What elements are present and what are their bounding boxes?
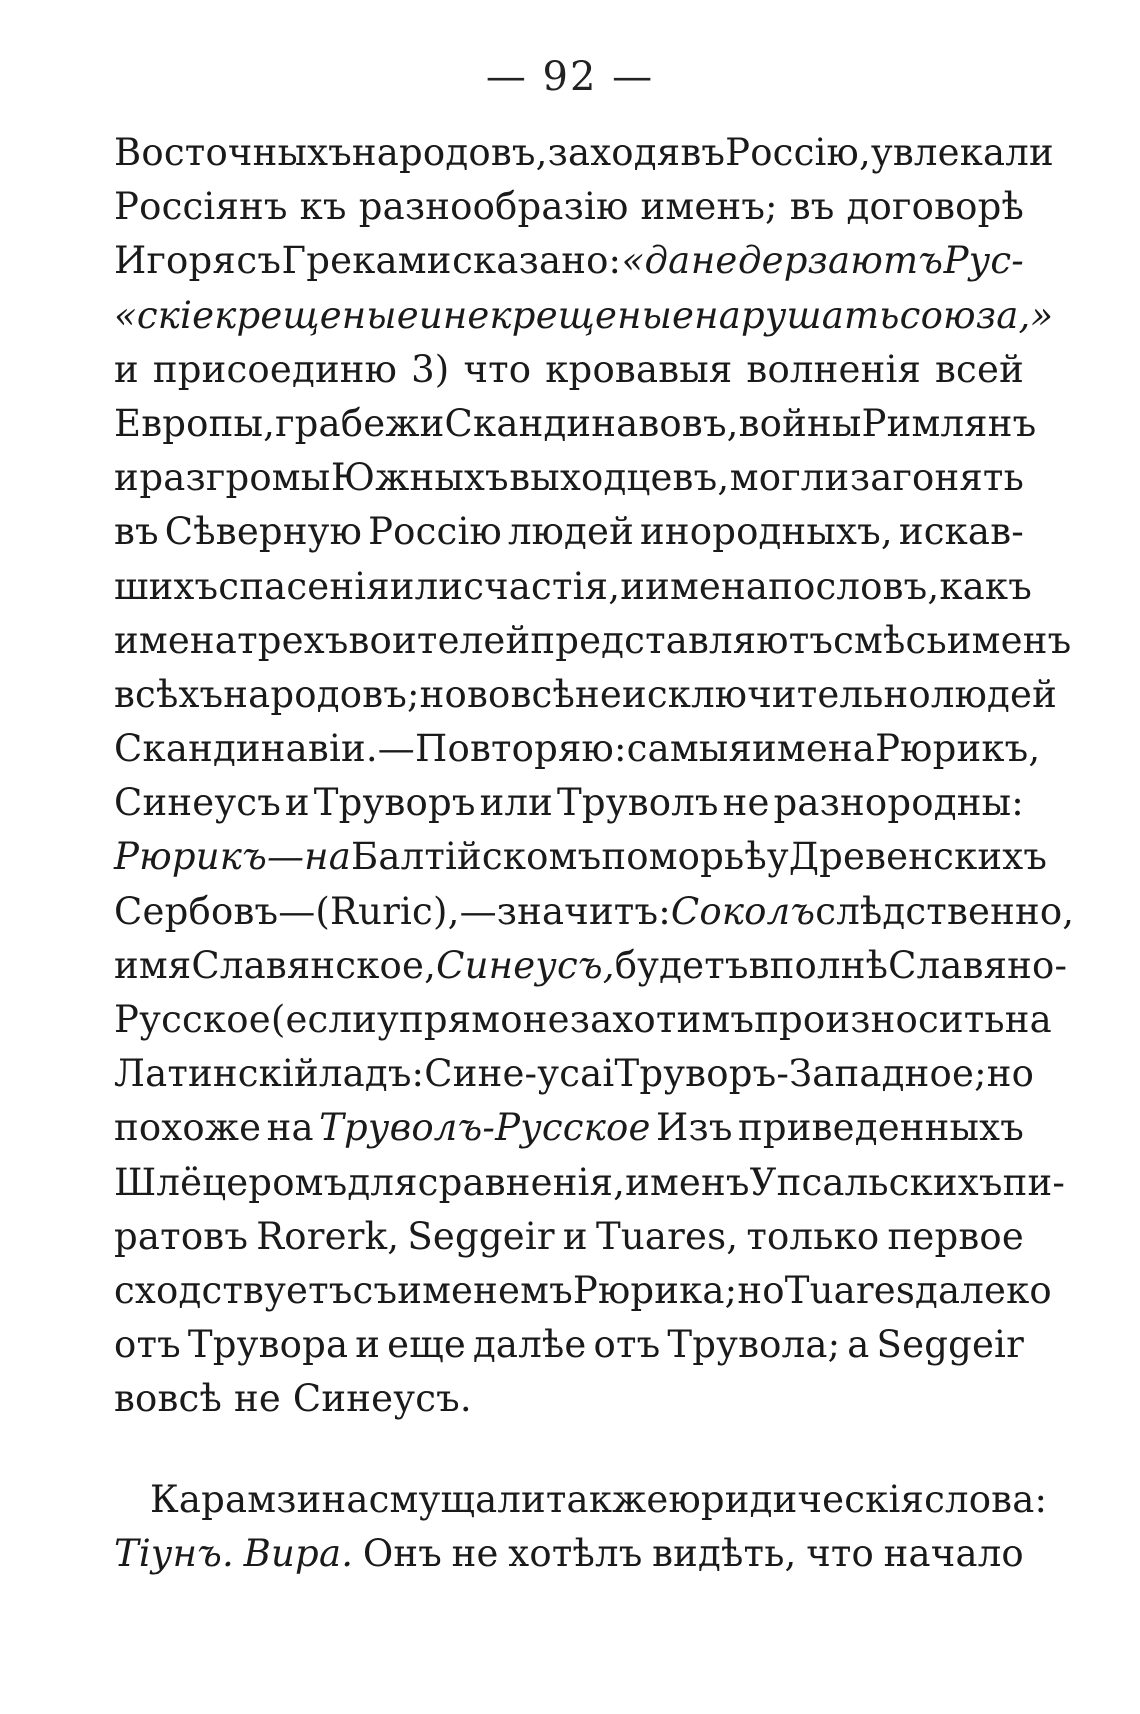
word: Трувола; [667,1323,841,1367]
word: Славянское, [191,943,437,987]
word: сказано: [452,239,622,283]
text-line [114,1372,1024,1426]
word: Вира. [243,1531,354,1575]
word: «да [621,239,691,283]
word: имена [752,727,876,771]
word: не [575,672,622,716]
word: народовъ, [351,131,548,174]
word: всей [935,347,1024,391]
word: заходя [547,131,681,174]
text-line [114,668,1057,722]
word: отъ [114,1323,181,1367]
word: Тіунъ. [114,1531,234,1575]
word: Славяно- [888,943,1068,987]
word: кровавыя [545,347,733,391]
text-line [114,885,1075,939]
word: Соколъ [670,889,816,933]
word: первое [887,1214,1024,1258]
text-block [114,126,1075,1581]
word: Rorerk, [256,1214,400,1258]
text-line [114,289,1054,343]
word: но [737,1268,785,1312]
word: или [389,564,464,608]
word: что [463,347,532,391]
word: «скіе [114,293,215,337]
word: пи- [1002,1160,1066,1204]
text-line [114,180,1024,234]
word: Скандинавовъ, [444,401,739,445]
word: Сербовъ—(Ruric),—значитъ: [114,889,671,933]
word: Римлянъ [861,401,1037,445]
text-line [114,1047,1035,1101]
word: далѣе [472,1323,587,1367]
word: дерзаютъ [737,239,944,283]
word: народовъ; [223,672,420,716]
word: Труволъ [556,781,719,825]
word: разнородны: [773,781,1024,825]
paragraph-1 [114,126,1075,1427]
word: разгромы [139,456,331,500]
word: что [806,1531,874,1575]
word: шихъ [114,564,219,608]
word: сравненія, [417,1160,626,1204]
word: Seggeir [876,1323,1024,1367]
paragraph-2 [114,1473,1048,1581]
word: для [347,1160,418,1204]
word: не [442,293,490,337]
word: волненія [746,347,922,391]
word: Древенскихъ [788,835,1048,879]
word: далеко [915,1268,1052,1312]
word: поморьѣ [601,835,767,879]
word: но [419,672,468,716]
word: именъ; [640,185,778,229]
word: Шлёцеромъ [114,1160,348,1204]
word: Упсальскихъ [749,1160,1003,1204]
word: не [690,239,738,283]
word: Восточныхъ [114,131,352,174]
text-line [114,1473,1048,1527]
word: Труворъ [313,781,476,825]
word: и [355,1323,381,1367]
text-line [114,1156,1066,1210]
word: и [114,456,139,500]
word: и [562,1214,588,1258]
word: въ [680,131,726,174]
word: именемъ [397,1268,573,1312]
word: союза,» [899,293,1054,337]
word: Рюрикъ—на [114,835,351,879]
word: Карамзина [150,1477,369,1521]
word: но [986,1052,1035,1096]
word: войны [738,401,862,445]
word: имена [645,564,769,608]
word: не [451,1531,499,1575]
page-number: — 92 — [485,54,655,100]
word: трехъ [237,618,349,662]
word: людей [930,672,1057,716]
text-line [114,451,1024,505]
word: Греками [281,239,452,283]
word: съ [352,1268,398,1312]
text-line [114,343,1024,397]
word: хотѣлъ [508,1531,643,1575]
word: Рюрикъ, [875,727,1041,771]
word: 3) [411,347,450,391]
word: въ [114,510,159,554]
text-line [114,560,1032,614]
word: присоединю [152,347,398,391]
word: нарушать [694,293,900,337]
word: или [479,781,554,825]
word: увлекали [870,131,1054,174]
word: Изъ [656,1106,733,1150]
text-line [114,1101,1024,1155]
word: у [766,835,789,879]
word: грабежи [275,401,445,445]
word: Рюрика; [572,1268,738,1312]
word: не [522,998,570,1041]
word: Игоря [114,239,236,283]
word: Seggeir [407,1214,555,1258]
word: на [1004,998,1052,1041]
word: какъ [939,564,1032,608]
word: Tuares [784,1268,916,1312]
text-line [114,776,1024,830]
word: только [746,1214,880,1258]
word: Трувора [187,1323,349,1367]
word: воителей [348,618,531,662]
word: и [114,347,139,391]
word: договорѣ [846,185,1024,229]
word: выходцевъ, [509,456,730,500]
word: не [233,1377,281,1421]
word: Скандинавіи.—Повторяю: [114,727,627,771]
word: вовсѣ [467,672,575,716]
word: слова: [924,1477,1048,1521]
word: счастія, [463,564,621,608]
word: похоже [114,1106,262,1150]
word: на [266,1106,314,1150]
word: еще [387,1323,466,1367]
word: упрямо [377,998,523,1041]
word: Россію [368,510,502,554]
word: Балтійскомъ [350,835,602,879]
word: а [847,1323,870,1367]
word: въ [789,185,835,229]
word: Латинскій [114,1052,319,1096]
word: и [284,781,310,825]
word: Синеусъ [114,781,281,825]
word: произносить [754,998,1005,1041]
text-line [114,1210,1024,1264]
word: вполнѣ [748,943,889,987]
word: съ [236,239,282,283]
word: будетъ [614,943,749,987]
text-line [114,722,1041,776]
text-line [114,1264,1052,1318]
word: спасенія [218,564,390,608]
word: самыя [626,727,752,771]
word: инородныхъ, [640,510,893,554]
text-line [114,505,1024,559]
word: приведенныхъ [738,1106,1024,1150]
word: людей [507,510,634,554]
word: всѣхъ [114,672,224,716]
word: загонять [849,456,1024,500]
word: смущали [368,1477,546,1521]
word: отъ [593,1323,661,1367]
word: исключительно [621,672,931,716]
word: Онъ [362,1531,442,1575]
text-line [114,993,1052,1047]
text-line [114,126,1054,180]
word: Синеусъ. [292,1377,472,1421]
word: вовсѣ [114,1377,222,1421]
word: Европы, [114,401,276,445]
word: видѣть, [652,1531,797,1575]
word: (если [270,998,378,1041]
paragraph-gap [114,1427,1024,1473]
word: Сѣверную [164,510,363,554]
word: Русское [114,998,271,1041]
word: крещеные [489,293,695,337]
word: Южныхъ [330,456,509,500]
word: ратовъ [114,1214,249,1258]
word: представляютъ [530,618,834,662]
word: Труворъ-Западное; [614,1052,987,1096]
word: Синеусъ, [436,943,615,987]
word: смѣсь [833,618,947,662]
word: начало [883,1531,1024,1575]
word: Россіянъ [114,185,288,229]
word: могли [729,456,850,500]
word: Сине-усаі [424,1052,615,1096]
word: захотимъ [569,998,755,1041]
text-line [114,1527,1024,1581]
word: слѣдственно, [815,889,1075,933]
word: Труволъ-Русское [319,1106,651,1150]
word: Россію, [725,131,871,174]
word: имена [114,618,238,662]
text-line [114,234,1024,288]
word: къ [299,185,347,229]
word: сходствуетъ [114,1268,353,1312]
word: юридическія [668,1477,925,1521]
word: разнообразію [358,185,629,229]
word: именъ [625,1160,750,1204]
word: и [620,564,646,608]
word: также [545,1477,669,1521]
word: пословъ, [768,564,940,608]
word: Tuares, [595,1214,739,1258]
text-line [114,939,1068,993]
word: крещеные [214,293,419,337]
word: искав- [898,510,1024,554]
text-line [114,397,1037,451]
word: и [418,293,443,337]
word: именъ [946,618,1072,662]
word: ладъ: [318,1052,425,1096]
text-line [114,830,1048,884]
word: Рус- [943,239,1024,283]
word: не [722,781,770,825]
word: имя [114,943,192,987]
text-line [114,1318,1024,1372]
text-line [114,614,1072,668]
